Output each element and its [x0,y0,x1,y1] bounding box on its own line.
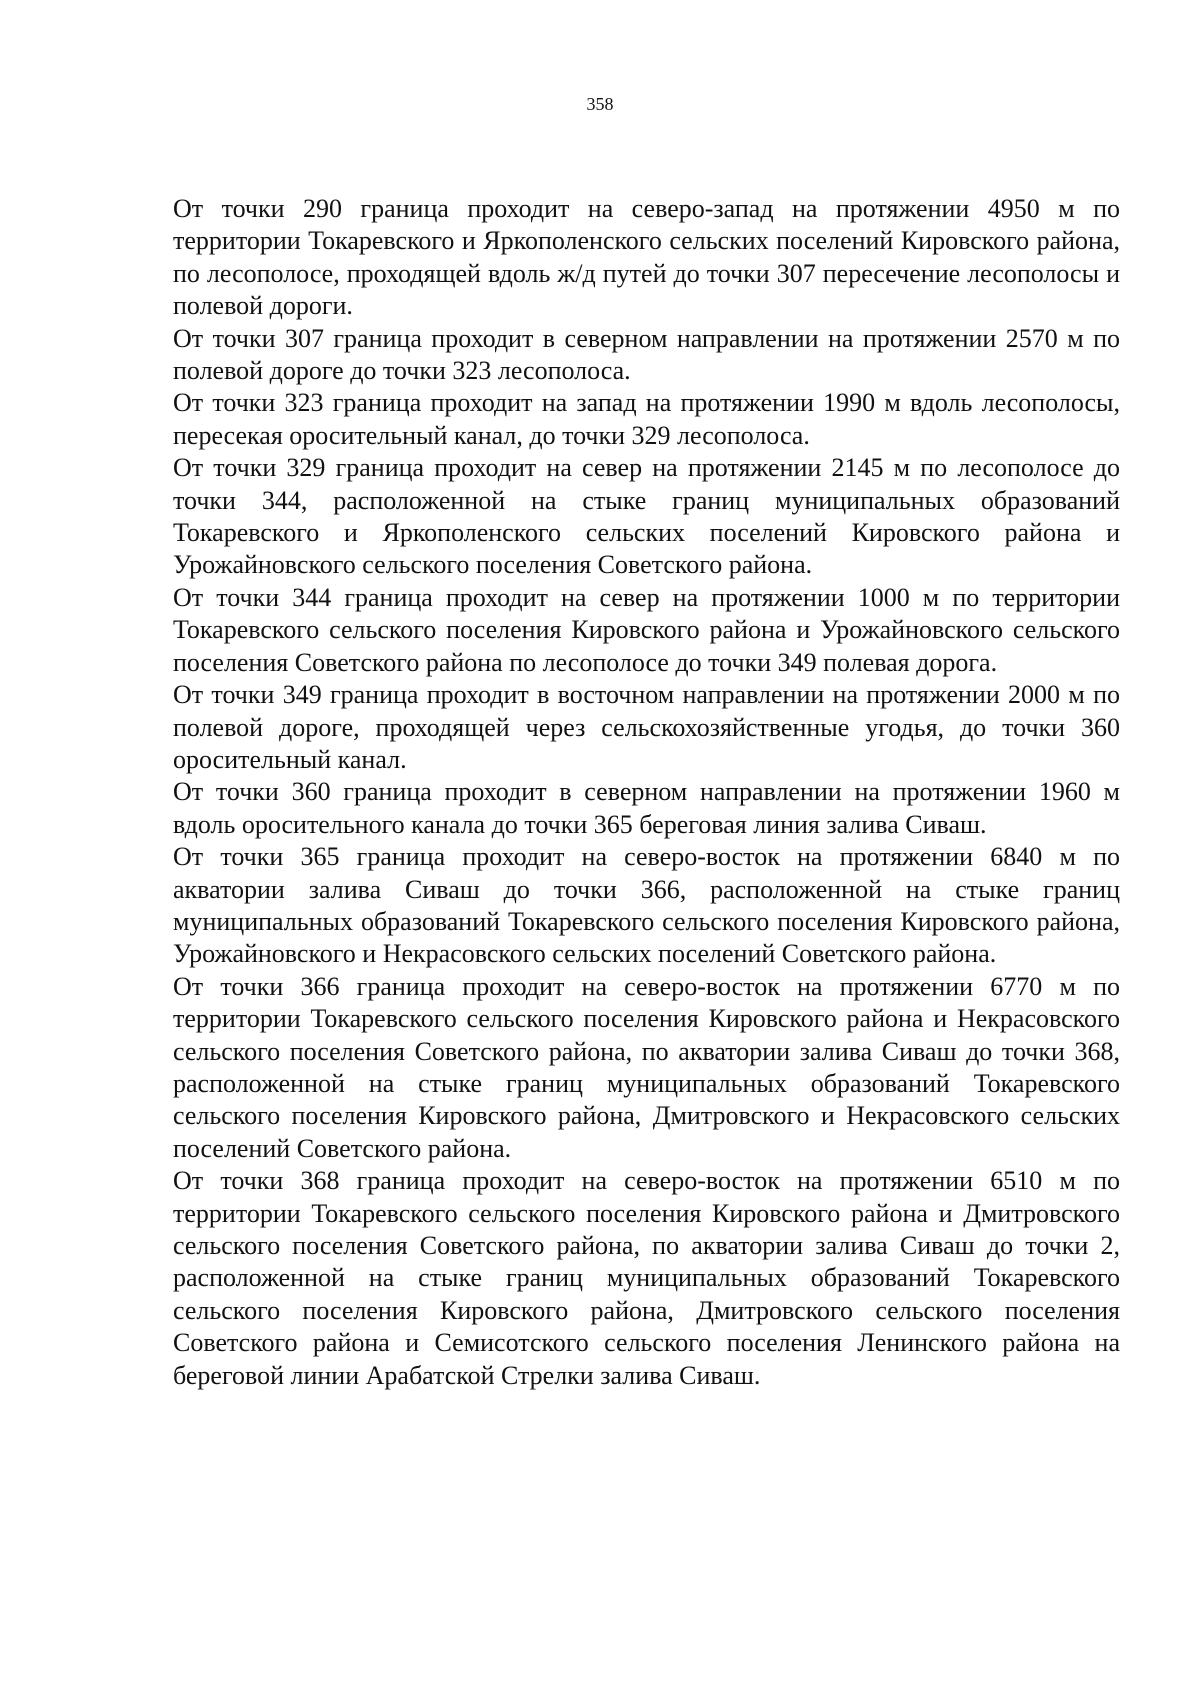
paragraph-point-307: От точки 307 граница проходит в северном направлении на протяжении 2570 м по полевой дороге до точки 323 лесополоса. [173,323,1120,386]
paragraph-point-329: От точки 329 граница проходит на север на протяжении 2145 м по лесополосе до точки 344, расположенной на стыке границ муниципальных образований Токаревского и Яркополенского сельских поселений Кировского района и Урожайновского сельского поселения Советского района. [173,453,1120,580]
paragraph-point-349: От точки 349 граница проходит в восточном направлении на протяжении 2000 м по полевой дороге, проходящей через сельскохозяйственные угодья, до точки 360 оросительный канал. [173,680,1120,774]
paragraph-point-360: От точки 360 граница проходит в северном направлении на протяжении 1960 м вдоль оросительного канала до точки 365 береговая линия залива Сиваш. [173,777,1120,839]
paragraph-point-366: От точки 366 граница проходит на северо-восток на протяжении 6770 м по территории Токаревского сельского поселения Кировского района и Некрасовского сельского поселения Советского района, по акватории залива Сиваш до точки 368, расположенной на стыке границ муниципальных образований Токаревского сельского поселения Кировского района, Дмитровского и Некрасовского сельских поселений Советского района. [173,971,1120,1163]
page-number: 358 [586,94,614,114]
document-body [173,193,1120,1392]
paragraph-point-323: От точки 323 граница проходит на запад на протяжении 1990 м вдоль лесополосы, пересекая оросительный канал, до точки 329 лесополоса. [173,388,1120,450]
paragraph-point-344: От точки 344 граница проходит на север на протяжении 1000 м по территории Токаревского сельского поселения Кировского района и Урожайновского сельского поселения Советского района по лесополосе до точки 349 полевая дорога. [173,582,1120,677]
paragraph-point-290: От точки 290 граница проходит на северо-запад на протяжении 4950 м по территории Токаревского и Яркополенского сельских поселений Кировского района, по лесополосе, проходящей вдоль ж/д путей до точки 307 пересечение лесополосы и полевой дороги. [173,194,1120,321]
paragraph-point-368: От точки 368 граница проходит на северо-восток на протяжении 6510 м по территории Токаревского сельского поселения Кировского района и Дмитровского сельского поселения Советского района, по акватории залива Сиваш до точки 2, расположенной на стыке границ муниципальных образований Токаревского сельского поселения Кировского района, Дмитровского сельского поселения Советского района и Семисотского сельского поселения Ленинского района на береговой линии Арабатской Стрелки залива Сиваш. [173,1166,1120,1390]
paragraph-point-365: От точки 365 граница проходит на северо-восток на протяжении 6840 м по акватории залива Сиваш до точки 366, расположенной на стыке границ муниципальных образований Токаревского сельского поселения Кировского района, Урожайновского и Некрасовского сельских поселений Советского района. [173,842,1120,969]
